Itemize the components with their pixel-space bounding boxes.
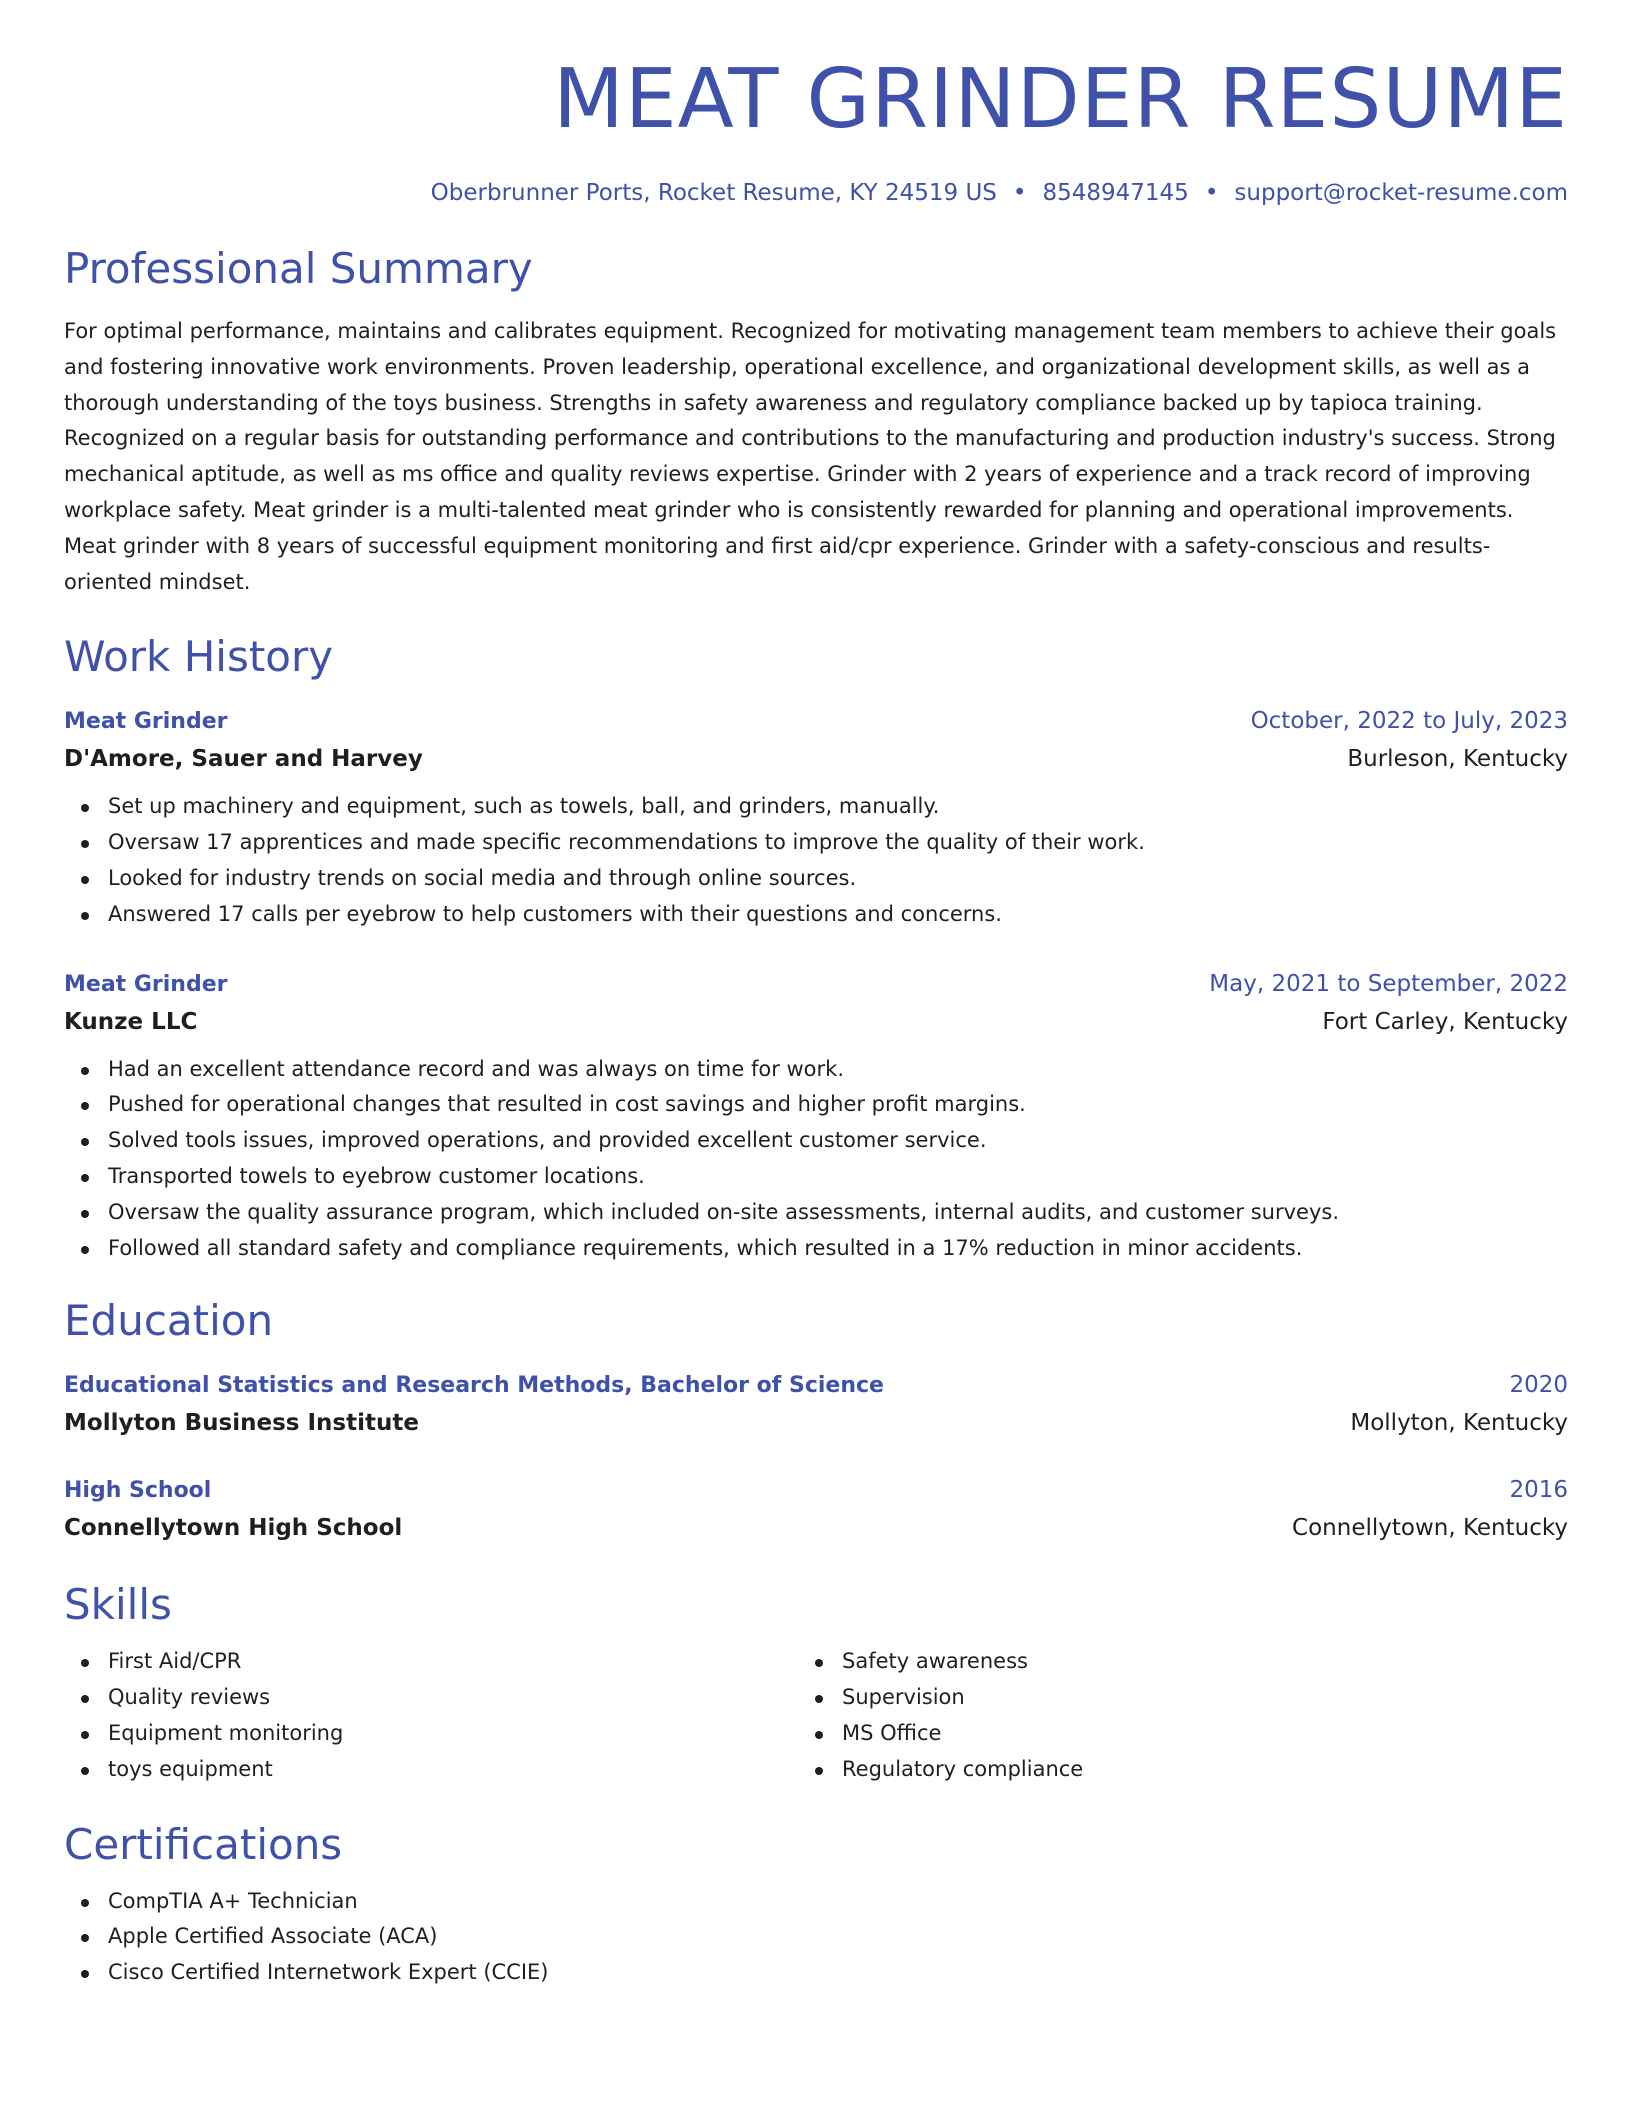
job-dates: May, 2021 to September, 2022 bbox=[1209, 970, 1568, 997]
list-item: Regulatory compliance bbox=[842, 1752, 1532, 1788]
list-item: First Aid/CPR bbox=[108, 1644, 798, 1680]
summary-text: For optimal performance, maintains and calibrates equipment. Recognized for motivating management team members to achieve their goals and fostering innovative work environments. Proven leadership, operational excellence, and organizational development skills, as well as a thorough understanding of the toys business. Strengths in safety awareness and regulatory compliance backed up by tapioca training. Recognized on a regular basis for outstanding performance and contributions to the manufacturing and production industry's success. Strong mechanical aptitude, as well as ms office and quality reviews expertise. Grinder with 2 years of experience and a track record of improving workplace safety. Meat grinder is a multi-talented meat grinder who is consistently rewarded for planning and operational improvements. Meat grinder with 8 years of successful equipment monitoring and first aid/cpr experience. Grinder with a safety-conscious and results-oriented mindset. bbox=[64, 319, 1557, 594]
job-role: Meat Grinder bbox=[64, 709, 228, 735]
skills-list-right bbox=[798, 1644, 1532, 1787]
list-item: Answered 17 calls per eyebrow to help customers with their questions and concerns. bbox=[108, 897, 1568, 933]
education-location: Connellytown, Kentucky bbox=[1292, 1515, 1568, 1542]
list-item: Had an excellent attendance record and was always on time for work. bbox=[108, 1052, 1568, 1088]
job-company: D'Amore, Sauer and Harvey bbox=[64, 746, 423, 773]
education-school: Mollyton Business Institute bbox=[64, 1410, 419, 1437]
section-title-work-history: Work History bbox=[64, 632, 334, 682]
list-item: Solved tools issues, improved operations, and provided excellent customer service. bbox=[108, 1123, 1568, 1159]
contact-phone: 8548947145 bbox=[1042, 180, 1189, 206]
list-item: Oversaw 17 apprentices and made specific recommendations to improve the quality of their work. bbox=[108, 825, 1568, 861]
resume-header bbox=[64, 52, 1568, 208]
section-title-summary: Professional Summary bbox=[64, 244, 533, 293]
list-item: Pushed for operational changes that resulted in cost savings and higher profit margins. bbox=[108, 1087, 1568, 1123]
job-company: Kunze LLC bbox=[64, 1008, 198, 1035]
certifications-section bbox=[64, 1818, 1568, 1991]
education-year: 2016 bbox=[1509, 1477, 1568, 1504]
list-item: Looked for industry trends on social media and through online sources. bbox=[108, 861, 1568, 897]
education-year: 2020 bbox=[1509, 1372, 1568, 1399]
list-item: Equipment monitoring bbox=[108, 1716, 798, 1752]
list-item: Apple Certified Associate (ACA) bbox=[108, 1919, 1568, 1955]
education-degree: High School bbox=[64, 1478, 212, 1504]
contact-separator: • bbox=[1204, 180, 1219, 206]
list-item: Quality reviews bbox=[108, 1680, 798, 1716]
list-item: Cisco Certified Internetwork Expert (CCIE) bbox=[108, 1955, 1568, 1991]
education-location: Mollyton, Kentucky bbox=[1350, 1410, 1568, 1437]
education-school: Connellytown High School bbox=[64, 1515, 403, 1542]
section-title-education: Education bbox=[64, 1296, 274, 1346]
list-item: Transported towels to eyebrow customer locations. bbox=[108, 1159, 1568, 1195]
list-item: Set up machinery and equipment, such as towels, ball, and grinders, manually. bbox=[108, 789, 1568, 825]
education-section bbox=[64, 1294, 1568, 1548]
job-entry bbox=[64, 967, 1568, 1267]
skills-columns bbox=[64, 1644, 1568, 1787]
certifications-list bbox=[64, 1884, 1568, 1991]
list-item: Supervision bbox=[842, 1680, 1532, 1716]
list-item: Followed all standard safety and compliance requirements, which resulted in a 17% reduction in minor accidents. bbox=[108, 1231, 1568, 1267]
job-duties-list bbox=[64, 789, 1568, 932]
job-dates: October, 2022 to July, 2023 bbox=[1250, 708, 1568, 735]
contact-line bbox=[64, 178, 1568, 208]
section-title-skills: Skills bbox=[64, 1580, 172, 1630]
education-entry bbox=[64, 1368, 1568, 1443]
list-item: MS Office bbox=[842, 1716, 1532, 1752]
list-item: Oversaw the quality assurance program, which included on-site assessments, internal audits, and customer surveys. bbox=[108, 1195, 1568, 1231]
job-duties-list bbox=[64, 1052, 1568, 1267]
education-entry bbox=[64, 1473, 1568, 1548]
job-role: Meat Grinder bbox=[64, 971, 228, 997]
candidate-name: MEAT GRINDER RESUME bbox=[553, 52, 1568, 147]
contact-email: support@rocket-resume.com bbox=[1234, 180, 1568, 206]
skills-list-left bbox=[64, 1644, 798, 1787]
job-location: Burleson, Kentucky bbox=[1347, 746, 1568, 773]
job-entry bbox=[64, 704, 1568, 932]
education-degree: Educational Statistics and Research Methods, Bachelor of Science bbox=[64, 1373, 884, 1399]
contact-address: Oberbrunner Ports, Rocket Resume, KY 24519 US bbox=[430, 180, 997, 206]
job-location: Fort Carley, Kentucky bbox=[1322, 1008, 1568, 1035]
section-title-certifications: Certifications bbox=[64, 1819, 343, 1869]
list-item: CompTIA A+ Technician bbox=[108, 1884, 1568, 1920]
work-history-section bbox=[64, 630, 1568, 1266]
skills-section bbox=[64, 1578, 1568, 1787]
list-item: Safety awareness bbox=[842, 1644, 1532, 1680]
list-item: toys equipment bbox=[108, 1752, 798, 1788]
professional-summary-section bbox=[64, 242, 1568, 600]
contact-separator: • bbox=[1012, 180, 1027, 206]
